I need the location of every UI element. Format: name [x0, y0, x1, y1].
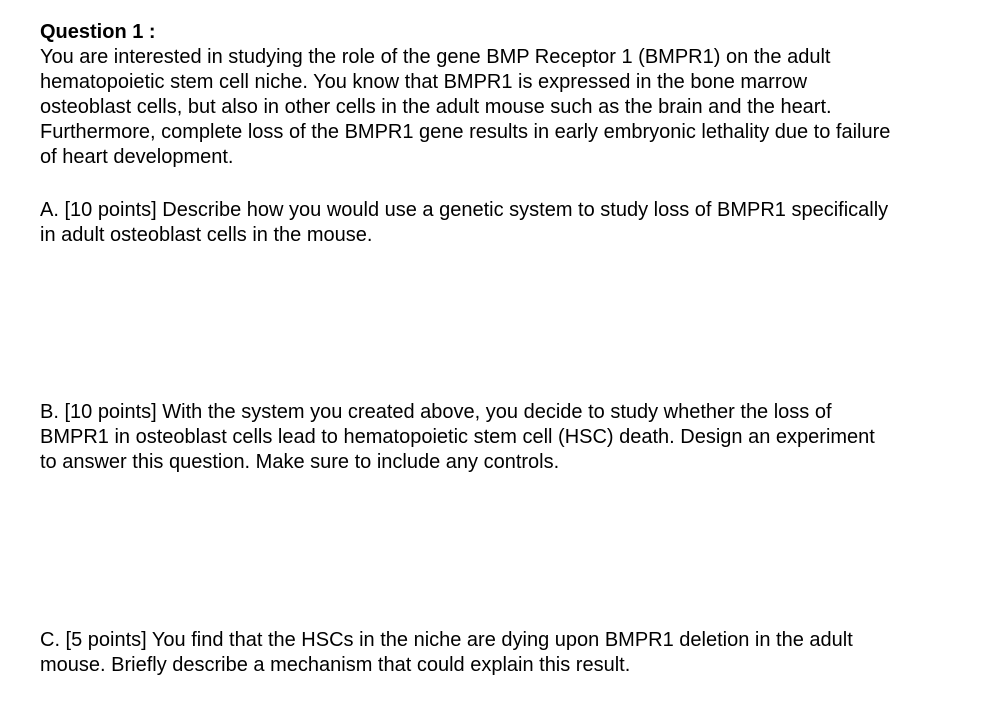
part-a-line: in adult osteoblast cells in the mouse. — [40, 224, 373, 246]
intro-line: You are interested in studying the role of the gene BMP Receptor 1 (BMPR1) on the adult — [40, 46, 831, 68]
part-b — [40, 400, 985, 475]
intro-line: Furthermore, complete loss of the BMPR1 gene results in early embryonic lethality due to failure — [40, 121, 891, 143]
part-b-line: BMPR1 in osteoblast cells lead to hematopoietic stem cell (HSC) death. Design an experiment — [40, 426, 875, 448]
part-c-line: C. [5 points] You find that the HSCs in the niche are dying upon BMPR1 deletion in the adult — [40, 629, 853, 651]
part-a — [40, 198, 985, 248]
part-b-line: B. [10 points] With the system you created above, you decide to study whether the loss of — [40, 401, 832, 423]
intro-line: hematopoietic stem cell niche. You know that BMPR1 is expressed in the bone marrow — [40, 71, 808, 93]
part-c — [40, 628, 985, 678]
intro-line: of heart development. — [40, 146, 234, 168]
part-a-line: A. [10 points] Describe how you would use a genetic system to study loss of BMPR1 specifically — [40, 199, 889, 221]
part-c-line: mouse. Briefly describe a mechanism that could explain this result. — [40, 654, 631, 676]
question-intro — [40, 20, 985, 170]
question-title: Question 1 : — [40, 21, 156, 43]
part-b-line: to answer this question. Make sure to include any controls. — [40, 451, 560, 473]
intro-line: osteoblast cells, but also in other cells in the adult mouse such as the brain and the heart. — [40, 96, 832, 118]
